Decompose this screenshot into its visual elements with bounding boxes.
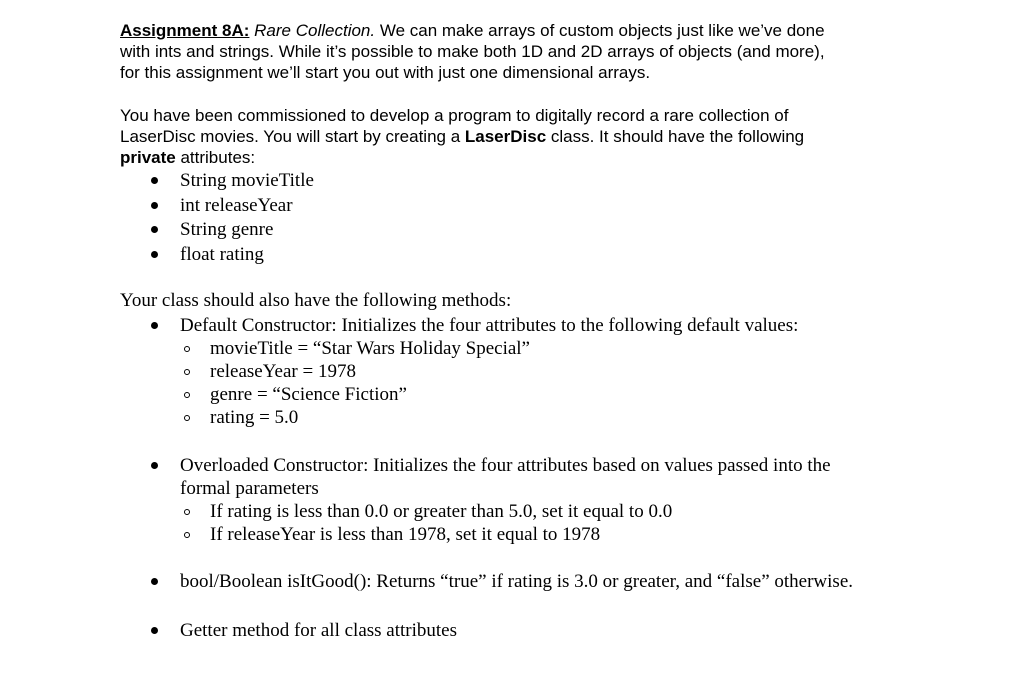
attribute-item: float rating xyxy=(120,243,900,268)
commission-line-1: You have been commissioned to develop a program to digitally record a rare collection of xyxy=(120,106,789,125)
commission-text-c: attributes: xyxy=(175,148,256,167)
getter-item: Getter method for all class attributes xyxy=(120,619,900,642)
default-constructor-item: Default Constructor: Initializes the four attributes to the following default values: xyxy=(120,314,900,337)
intro-paragraph xyxy=(120,20,900,83)
assignment-heading: Assignment 8A: xyxy=(120,21,250,40)
assignment-title: Rare Collection. xyxy=(254,21,376,40)
commission-paragraph xyxy=(120,105,900,168)
intro-line-3: for this assignment we’ll start you out with just one dimensional arrays. xyxy=(120,63,651,82)
attribute-item: String genre xyxy=(120,218,900,243)
overloaded-label-line-2: formal parameters xyxy=(180,478,319,499)
is-it-good-item: bool/Boolean isItGood(): Returns “true” if rating is 3.0 or greater, and “false” otherwise. xyxy=(120,570,940,593)
default-value-item: movieTitle = “Star Wars Holiday Special” xyxy=(120,337,900,360)
methods-list-overloaded xyxy=(120,454,900,500)
commission-line-3 xyxy=(120,147,900,168)
methods-intro: Your class should also have the following methods: xyxy=(120,290,512,311)
overloaded-rule-item: If rating is less than 0.0 or greater than 5.0, set it equal to 0.0 xyxy=(120,500,900,523)
attribute-list xyxy=(120,169,900,267)
methods-list-default xyxy=(120,314,900,337)
attribute-item: int releaseYear xyxy=(120,194,900,219)
attribute-item: String movieTitle xyxy=(120,169,900,194)
default-value-item: releaseYear = 1978 xyxy=(120,360,900,383)
intro-line-1 xyxy=(120,20,900,41)
default-value-item: rating = 5.0 xyxy=(120,406,900,429)
methods-list-getters xyxy=(120,619,900,642)
overloaded-rule-item: If releaseYear is less than 1978, set it equal to 1978 xyxy=(120,523,900,546)
intro-line-2: with ints and strings. While it’s possible to make both 1D and 2D arrays of objects (and more), xyxy=(120,42,825,61)
methods-list-isitgood xyxy=(120,570,940,593)
commission-text-b: class. It should have the following xyxy=(546,127,805,146)
class-name: LaserDisc xyxy=(464,127,547,146)
intro-text: We can make arrays of custom objects just like we’ve done xyxy=(375,21,825,40)
overloaded-rules-list xyxy=(120,500,900,546)
overloaded-constructor-item xyxy=(120,454,900,500)
default-value-item: genre = “Science Fiction” xyxy=(120,383,900,406)
default-values-list xyxy=(120,337,900,429)
overloaded-label-line-1: Overloaded Constructor: Initializes the four attributes based on values passed into the xyxy=(180,455,831,476)
commission-text-a: LaserDisc movies. You will start by creating a xyxy=(120,127,465,146)
private-keyword: private xyxy=(120,148,176,167)
commission-line-2 xyxy=(120,126,900,147)
